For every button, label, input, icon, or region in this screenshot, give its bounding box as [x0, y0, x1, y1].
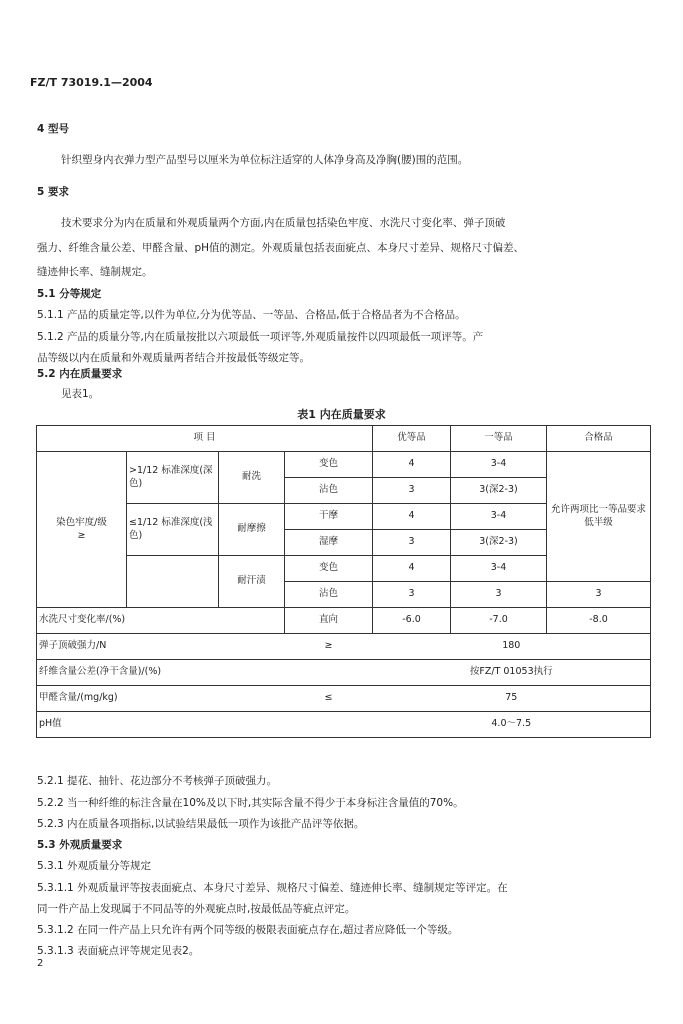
section-5-1-heading: 5.1 分等规定 — [37, 288, 102, 300]
cell: 3-4 — [451, 452, 547, 478]
quality-requirements-table — [36, 425, 651, 738]
cell: 3 — [547, 582, 651, 608]
cell: 3(深2-3) — [451, 530, 547, 556]
section-5-2-heading: 5.2 内在质量要求 — [37, 368, 123, 380]
section-5-1-1: 5.1.1 产品的质量定等,以件为单位,分为优等品、一等品、合格品,低于合格品者为不合格品。 — [37, 309, 466, 321]
fiber-label: 纤维含量公差(净干含量)/(%) — [37, 660, 373, 686]
lengthwise-label: 直向 — [285, 608, 373, 634]
shrinkage-label: 水洗尺寸变化率/(%) — [37, 608, 285, 634]
wash-stain-label: 沾色 — [285, 478, 373, 504]
section-5-2-1: 5.2.1 提花、抽针、花边部分不考核弹子顶破强力。 — [37, 775, 278, 787]
section-5-text-3: 缝迹伸长率、缝制规定。 — [37, 266, 153, 278]
table-row — [37, 660, 651, 686]
table-row — [37, 686, 651, 712]
section-5-heading: 5 要求 — [37, 186, 69, 198]
section-5-3-1-2: 5.3.1.2 在同一件产品上只允许有两个同等级的极限表面疵点存在,超过者应降低一个等级。 — [37, 924, 459, 936]
ge-sign: ≥ — [285, 634, 373, 660]
cell: -6.0 — [373, 608, 451, 634]
cell: 3 — [373, 478, 451, 504]
table-row — [37, 712, 651, 738]
ge-sign: ≥ — [77, 529, 86, 541]
cell: 3 — [373, 582, 451, 608]
wet-rub-label: 湿摩 — [285, 530, 373, 556]
section-5-3-1: 5.3.1 外观质量分等规定 — [37, 860, 152, 872]
section-5-3-1-3: 5.3.1.3 表面疵点评等规定见表2。 — [37, 945, 200, 957]
ph-label: pH值 — [37, 712, 373, 738]
header-first: 一等品 — [451, 426, 547, 452]
header-item: 项 目 — [37, 426, 373, 452]
table-row — [37, 608, 651, 634]
section-5-3-1-1-b: 同一件产品上发现属于不同品等的外观疵点时,按最低品等疵点评定。 — [37, 903, 356, 915]
formaldehyde-value: 75 — [373, 686, 651, 712]
cell: 3-4 — [451, 504, 547, 530]
table-1-caption: 表1 内在质量要求 — [297, 408, 386, 421]
cell: 4 — [373, 504, 451, 530]
section-5-text-1: 技术要求分为内在质量和外观质量两个方面,内在质量包括染色牢度、水洗尺寸变化率、弹子顶破 — [61, 217, 506, 229]
sweat-change-label: 变色 — [285, 556, 373, 582]
le-sign: ≤ — [285, 686, 373, 712]
color-fastness-label: 染色牢度/级 — [56, 517, 107, 529]
section-4-heading: 4 型号 — [37, 123, 69, 135]
cell: -8.0 — [547, 608, 651, 634]
formaldehyde-label: 甲醛含量/(mg/kg) — [37, 686, 285, 712]
section-5-2-2: 5.2.2 当一种纤维的标注含量在10%及以下时,其实际含量不得少于本身标注含量值的70%。 — [37, 797, 464, 809]
header-qualified: 合格品 — [547, 426, 651, 452]
fiber-value: 按FZ/T 01053执行 — [373, 660, 651, 686]
cell: 3 — [373, 530, 451, 556]
section-5-1-2-b: 品等级以内在质量和外观质量两者结合并按最低等级定等。 — [37, 352, 310, 364]
header-superior: 优等品 — [373, 426, 451, 452]
wash-label: 耐洗 — [219, 452, 285, 504]
section-5-1-2-a: 5.1.2 产品的质量分等,内在质量按批以六项最低一项评等,外观质量按件以四项最低一项评等。产 — [37, 331, 484, 343]
sweat-stain-label: 沾色 — [285, 582, 373, 608]
cell: -7.0 — [451, 608, 547, 634]
section-5-2-3: 5.2.3 内在质量各项指标,以试验结果最低一项作为该批产品评等依据。 — [37, 818, 365, 830]
burst-value: 180 — [373, 634, 651, 660]
cell: 3-4 — [451, 556, 547, 582]
cell: 3(深2-3) — [451, 478, 547, 504]
dry-rub-label: 干摩 — [285, 504, 373, 530]
dark-shade-label: >1/12 标准深度(深色) — [127, 452, 219, 504]
section-5-text-2: 强力、纤维含量公差、甲醛含量、pH值的测定。外观质量包括表面疵点、本身尺寸差异、规格尺寸偏差、 — [37, 242, 525, 254]
ph-value: 4.0～7.5 — [373, 712, 651, 738]
table-row — [37, 452, 651, 478]
cell: 4 — [373, 556, 451, 582]
wash-change-label: 变色 — [285, 452, 373, 478]
light-shade-label: ≤1/12 标准深度(浅色) — [127, 504, 219, 556]
table-row — [37, 634, 651, 660]
cell: 3 — [451, 582, 547, 608]
cell: 4 — [373, 452, 451, 478]
standard-code-header: FZ/T 73019.1—2004 — [30, 76, 153, 89]
section-4-text: 针织塑身内衣弹力型产品型号以厘米为单位标注适穿的人体净身高及净胸(腰)围的范围。 — [61, 154, 469, 166]
perspiration-label: 耐汗渍 — [219, 556, 285, 608]
rubbing-label: 耐摩擦 — [219, 504, 285, 556]
qualified-allowance: 允许两项比一等品要求低半级 — [547, 452, 651, 582]
section-5-3-heading: 5.3 外观质量要求 — [37, 839, 123, 851]
section-5-2-text: 见表1。 — [61, 388, 100, 400]
page-number: 2 — [37, 958, 44, 969]
burst-label: 弹子顶破强力/N — [37, 634, 285, 660]
table-header-row — [37, 426, 651, 452]
section-5-3-1-1-a: 5.3.1.1 外观质量评等按表面疵点、本身尺寸差异、规格尺寸偏差、缝迹伸长率、缝制规定等评定。在 — [37, 882, 508, 894]
